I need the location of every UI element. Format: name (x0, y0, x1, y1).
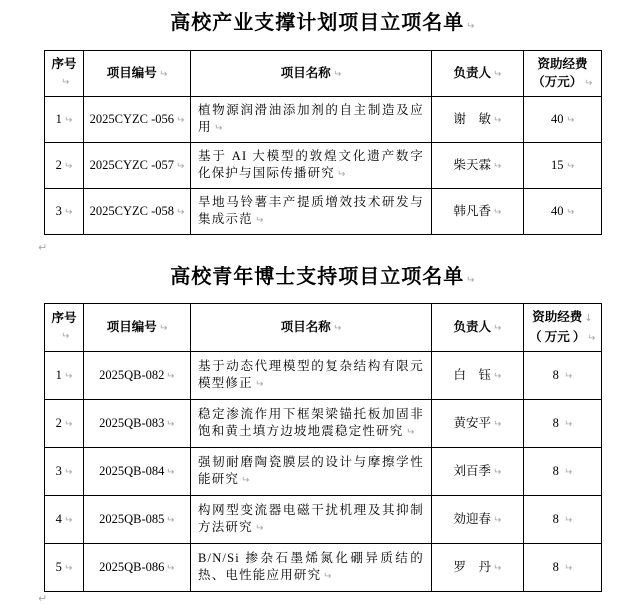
cell-end-mark-icon: ↵ (493, 514, 502, 526)
cell-project-code: 2025QB-083 ↵ (84, 400, 191, 448)
cell-project-name: B/N/Si 掺杂石墨烯氮化硼异质结的热、电性能应用研究 ↵ (191, 544, 432, 592)
cell-project-name: 基于 AI 大模型的敦煌文化遗产数字化保护与国际传播研究 ↵ (191, 143, 432, 189)
cell-end-mark-icon: ↵ (493, 562, 502, 574)
cell-end-mark-icon: ↵ (493, 466, 502, 478)
table-row (45, 143, 602, 189)
paragraph-mark-icon: ↵ (38, 592, 48, 605)
cell-end-mark-icon: ↵ (166, 514, 175, 526)
cell-end-mark-icon: ↵ (563, 514, 573, 526)
cell-leader: 罗 丹 ↵ (432, 544, 524, 592)
cell-index: 4 ↵ (45, 496, 84, 544)
section-title-young-doctor (44, 261, 601, 303)
header-cell-name: 项目名称 ↵ (191, 304, 432, 352)
cell-end-mark-icon: ↵ (175, 160, 185, 172)
header-cell-index: 序号↵ (45, 304, 84, 352)
cell-amount: 40 ↵ (524, 189, 602, 235)
cell-project-name: 稳定渗流作用下框架梁锚托板加固非饱和黄土填方边坡地震稳定性研究 ↵ (191, 400, 432, 448)
industry-support-table (44, 50, 602, 235)
cell-index: 2 ↵ (45, 400, 84, 448)
cell-end-mark-icon: ↵ (63, 114, 73, 126)
cell-end-mark-icon: ↵ (241, 475, 250, 486)
cell-amount: 8 ↵ (524, 448, 602, 496)
cell-end-mark-icon: ↵ (158, 322, 168, 334)
cell-end-mark-icon: ↵ (166, 370, 175, 382)
cell-amount: 15 ↵ (524, 143, 602, 189)
cell-end-mark-icon: ↵ (63, 160, 73, 172)
cell-project-code: 2025QB-086 ↵ (84, 544, 191, 592)
cell-amount: 8 ↵ (524, 544, 602, 592)
cell-end-mark-icon: ↵ (563, 466, 573, 478)
header-cell-funding: 资助经费 ↓ （ 万元 ） ↵ (524, 304, 602, 352)
cell-index: 1 ↵ (45, 352, 84, 400)
paragraph-mark-icon: ↵ (466, 275, 475, 286)
cell-project-name: 旱地马铃薯丰产提质增效技术研发与集成示范 ↵ (191, 189, 432, 235)
cell-leader: 刘百季 ↵ (432, 448, 524, 496)
cell-end-mark-icon: ↵ (60, 77, 70, 88)
cell-project-code: 2025CYZC -057 ↵ (84, 143, 191, 189)
cell-index: 5 ↵ (45, 544, 84, 592)
cell-end-mark-icon: ↵ (405, 427, 414, 438)
cell-index: 3 ↵ (45, 448, 84, 496)
header-cell-leader: 负责人 ↵ (432, 304, 524, 352)
cell-end-mark-icon: ↵ (565, 206, 574, 218)
header-cell-leader: 负责人 ↵ (432, 51, 524, 97)
cell-end-mark-icon: ↵ (337, 169, 346, 180)
cell-project-name: 基于动态代理模型的复杂结构有限元模型修正 ↵ (191, 352, 432, 400)
young-doctor-table (44, 303, 602, 592)
cell-end-mark-icon: ↵ (63, 514, 73, 526)
cell-end-mark-icon: ↵ (60, 331, 70, 342)
cell-end-mark-icon: ↵ (332, 68, 342, 80)
cell-end-mark-icon: ↵ (213, 123, 223, 134)
cell-leader: 谢 敏 ↵ (432, 97, 524, 143)
cell-end-mark-icon: ↵ (493, 114, 502, 126)
cell-project-code: 2025QB-085 ↵ (84, 496, 191, 544)
table-row (45, 400, 602, 448)
cell-end-mark-icon: ↵ (563, 418, 573, 430)
cell-end-mark-icon: ↵ (254, 379, 264, 390)
cell-end-mark-icon: ↵ (565, 160, 574, 172)
cell-amount: 8 ↵ (524, 400, 602, 448)
cell-end-mark-icon: ↵ (493, 68, 502, 80)
cell-index: 3 ↵ (45, 189, 84, 235)
cell-amount: 8 ↵ (524, 496, 602, 544)
section-title-industry-support (44, 0, 601, 50)
table-row (45, 448, 602, 496)
cell-end-mark-icon: ↵ (254, 215, 264, 226)
paragraph-mark-icon: ↵ (466, 21, 475, 32)
table-row (45, 97, 602, 143)
cell-end-mark-icon: ↵ (63, 466, 73, 478)
header-cell-funding: 资助经费 （万元） ↵ (524, 51, 602, 97)
cell-end-mark-icon: ↵ (323, 571, 332, 582)
cell-end-mark-icon: ↵ (158, 68, 168, 80)
cell-end-mark-icon: ↵ (166, 466, 175, 478)
table-header-row (45, 51, 602, 97)
cell-project-code: 2025QB-084 ↵ (84, 448, 191, 496)
cell-project-code: 2025QB-082 ↵ (84, 352, 191, 400)
cell-end-mark-icon: ↵ (493, 418, 502, 430)
table-header-row (45, 304, 602, 352)
cell-end-mark-icon: ↵ (493, 160, 502, 172)
cell-project-name: 植物源润滑油添加剂的自主制造及应用 ↵ (191, 97, 432, 143)
cell-project-code: 2025CYZC -058 ↵ (84, 189, 191, 235)
header-cell-index: 序号↵ (45, 51, 84, 97)
table-row (45, 544, 602, 592)
cell-end-mark-icon: ↵ (563, 370, 573, 382)
section-title-text: 高校产业支撑计划项目立项名单 (170, 12, 465, 34)
table-row (45, 352, 602, 400)
cell-project-name: 构网型变流器电磁干扰机理及其抑制方法研究 ↵ (191, 496, 432, 544)
line-break-mark-icon: ↓ (584, 312, 593, 324)
cell-end-mark-icon: ↵ (63, 370, 73, 382)
cell-leader: 効迎春 ↵ (432, 496, 524, 544)
cell-end-mark-icon: ↵ (175, 114, 185, 126)
cell-end-mark-icon: ↵ (493, 370, 502, 382)
paragraph-mark-icon: ↵ (38, 241, 48, 254)
cell-leader: 韩凡香 ↵ (432, 189, 524, 235)
cell-end-mark-icon: ↵ (175, 206, 185, 218)
cell-end-mark-icon: ↵ (584, 77, 593, 89)
cell-end-mark-icon: ↵ (63, 562, 73, 574)
cell-end-mark-icon: ↵ (493, 322, 502, 334)
cell-index: 2 ↵ (45, 143, 84, 189)
cell-end-mark-icon: ↵ (63, 418, 73, 430)
cell-end-mark-icon: ↵ (563, 562, 573, 574)
cell-leader: 白 钰 ↵ (432, 352, 524, 400)
cell-project-code: 2025CYZC -056 ↵ (84, 97, 191, 143)
table-row (45, 189, 602, 235)
cell-end-mark-icon: ↵ (254, 523, 264, 534)
cell-end-mark-icon: ↵ (63, 206, 73, 218)
header-cell-code: 项目编号 ↵ (84, 304, 191, 352)
cell-index: 1 ↵ (45, 97, 84, 143)
section-title-text: 高校青年博士支持项目立项名单 (170, 266, 465, 288)
cell-end-mark-icon: ↵ (565, 114, 574, 126)
cell-end-mark-icon: ↵ (493, 206, 502, 218)
cell-project-name: 强韧耐磨陶瓷膜层的设计与摩擦学性能研究 ↵ (191, 448, 432, 496)
cell-amount: 8 ↵ (524, 352, 602, 400)
cell-end-mark-icon: ↵ (332, 322, 342, 334)
table-row (45, 496, 602, 544)
cell-amount: 40 ↵ (524, 97, 602, 143)
cell-leader: 柴天霖 ↵ (432, 143, 524, 189)
cell-leader: 黄安平 ↵ (432, 400, 524, 448)
cell-end-mark-icon: ↵ (166, 418, 175, 430)
cell-end-mark-icon: ↵ (587, 332, 596, 344)
header-cell-name: 项目名称 ↵ (191, 51, 432, 97)
cell-end-mark-icon: ↵ (166, 562, 175, 574)
header-cell-code: 项目编号 ↵ (84, 51, 191, 97)
